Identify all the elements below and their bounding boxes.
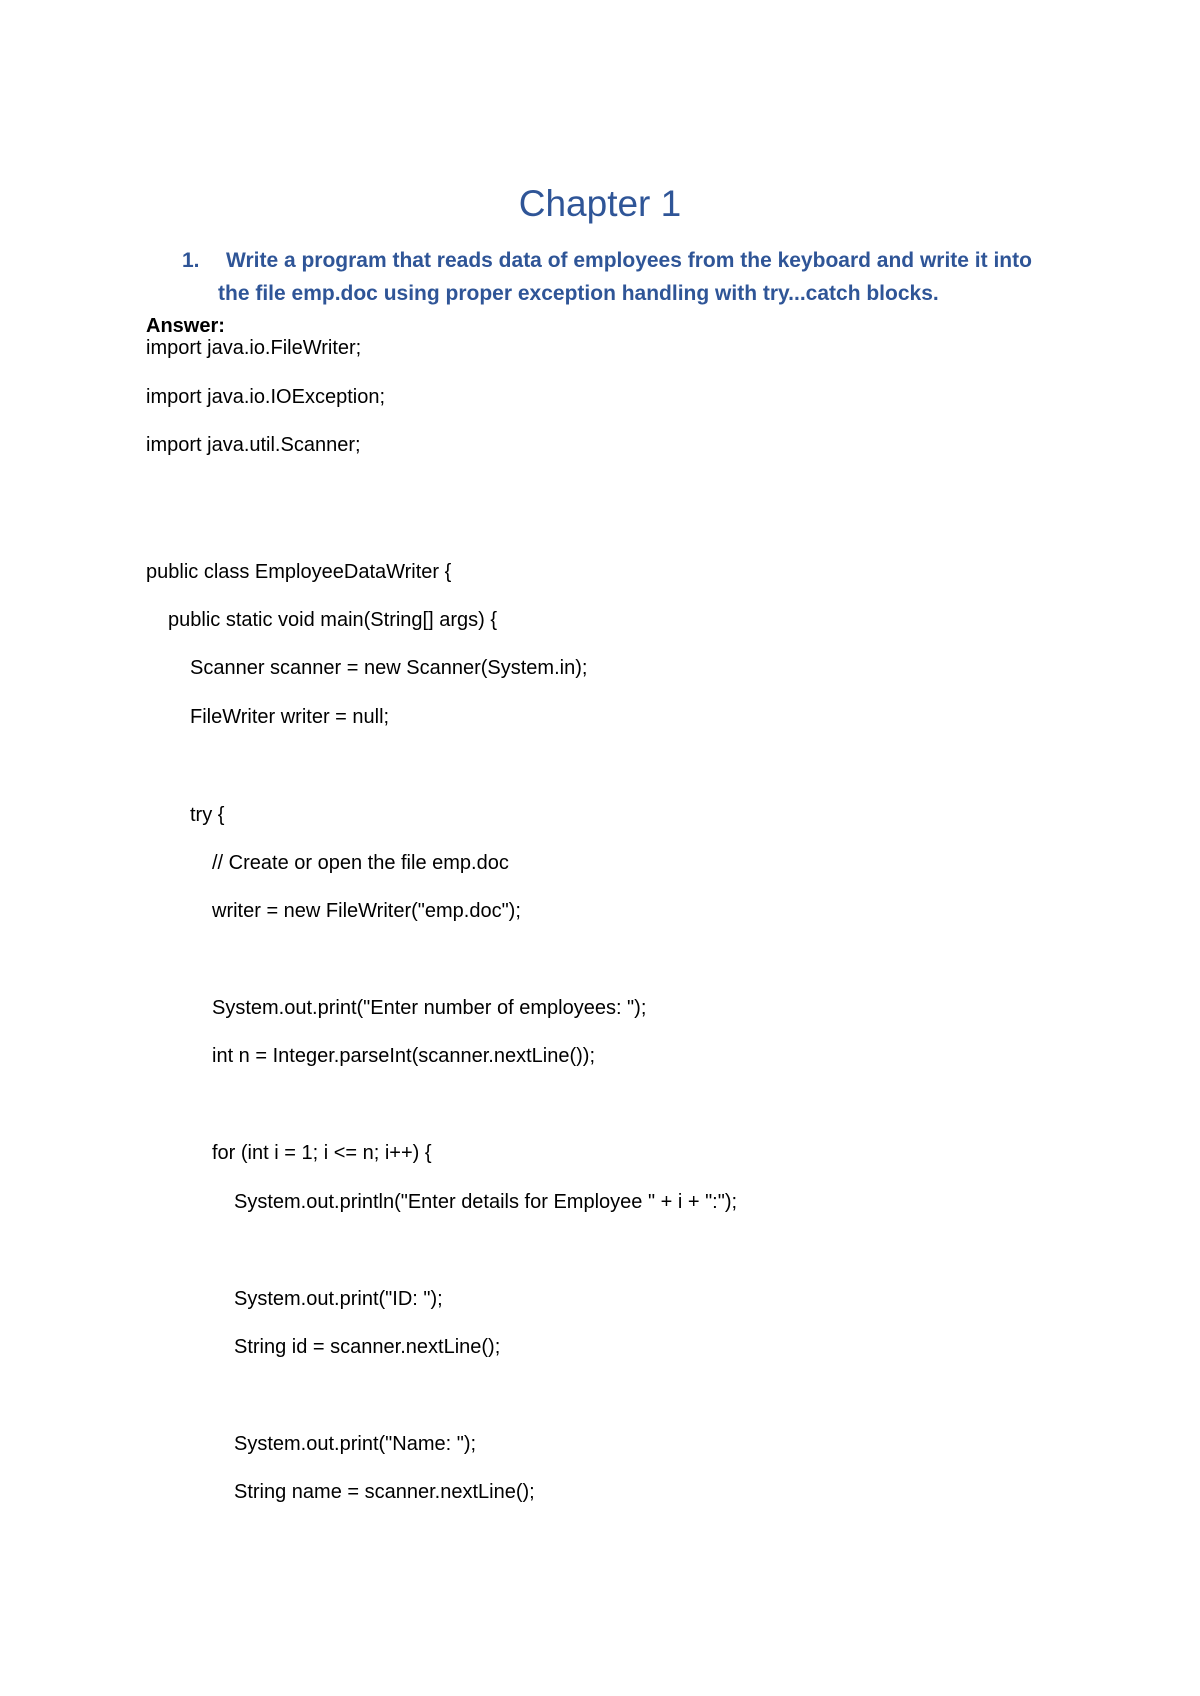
answer-label: Answer: (146, 315, 225, 337)
code-line: int n = Integer.parseInt(scanner.nextLine()); (212, 1045, 595, 1067)
code-line: writer = new FileWriter("emp.doc"); (212, 900, 521, 922)
code-line: System.out.print("ID: "); (234, 1288, 443, 1310)
code-line: try { (190, 804, 225, 826)
code-line: for (int i = 1; i <= n; i++) { (212, 1142, 432, 1164)
code-line: System.out.print("Name: "); (234, 1433, 477, 1455)
question-number: 1. (182, 249, 200, 272)
code-line: FileWriter writer = null; (190, 706, 390, 728)
question-text-line-1: Write a program that reads data of employees from the keyboard and write it into (226, 249, 1032, 272)
code-line: System.out.print("Enter number of employees: "); (212, 997, 647, 1019)
code-line: String id = scanner.nextLine(); (234, 1336, 501, 1358)
code-line: import java.util.Scanner; (146, 434, 361, 456)
code-line: public static void main(String[] args) { (168, 609, 498, 631)
code-line: import java.io.IOException; (146, 386, 385, 408)
code-line: // Create or open the file emp.doc (212, 852, 509, 874)
chapter-title: Chapter 1 (518, 183, 682, 224)
question-text-line-2: the file emp.doc using proper exception handling with try...catch blocks. (218, 282, 939, 305)
code-line: System.out.println("Enter details for Employee " + i + ":"); (234, 1191, 738, 1213)
code-line: String name = scanner.nextLine(); (234, 1481, 535, 1503)
code-line: public class EmployeeDataWriter { (146, 561, 452, 583)
question-block (182, 244, 1082, 310)
code-line: import java.io.FileWriter; (146, 337, 362, 359)
code-line: Scanner scanner = new Scanner(System.in); (190, 657, 588, 679)
